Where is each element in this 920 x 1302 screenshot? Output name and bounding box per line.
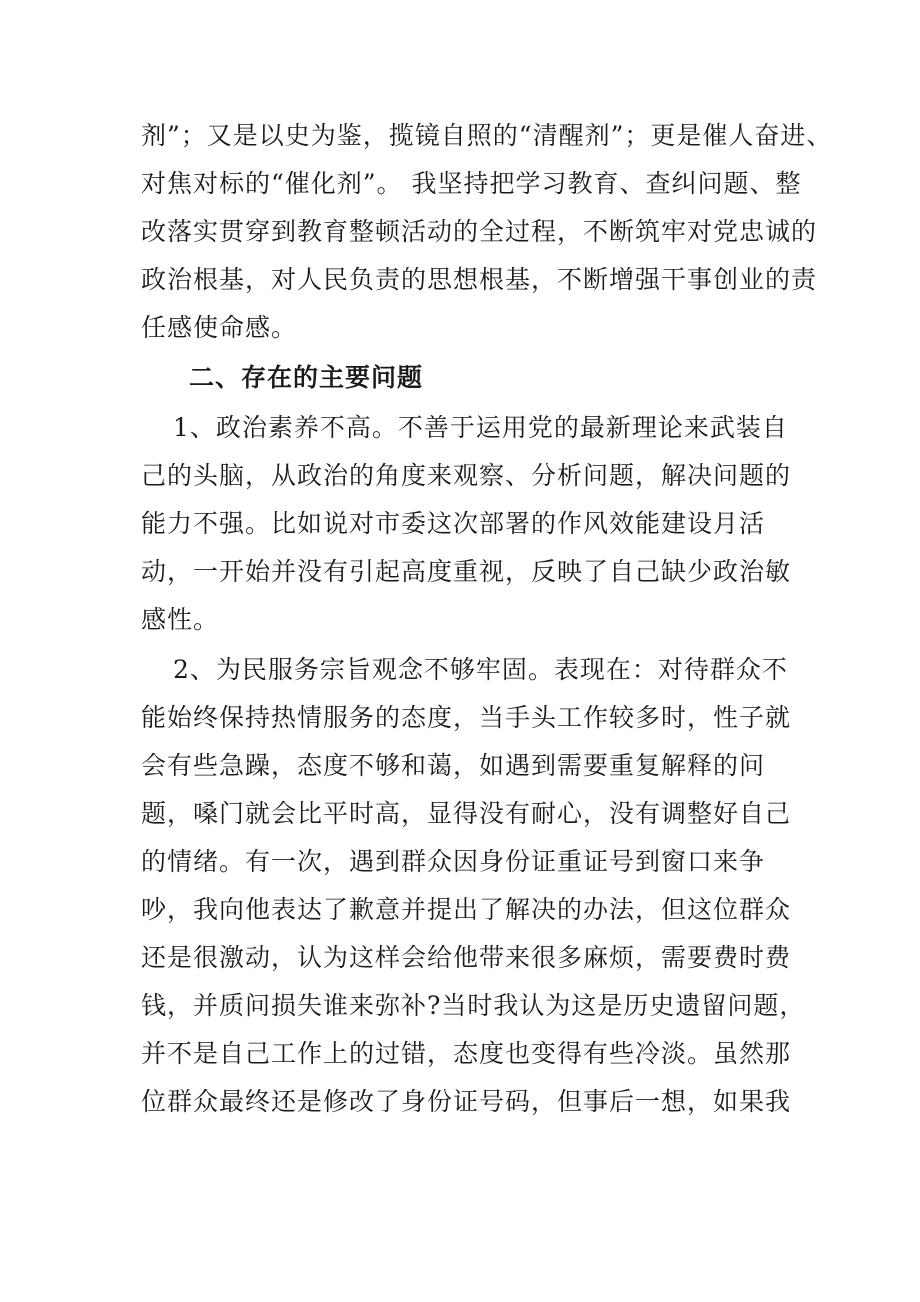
paragraph-line: 任感使命感。 <box>141 313 298 342</box>
paragraph-line: 1、政治素养不高。不善于运用党的最新理论来武装自 <box>173 413 788 442</box>
paragraph-line: 吵，我向他表达了歉意并提出了解决的办法，但这位群众 <box>141 895 792 924</box>
paragraph-line: 的情绪。有一次，遇到群众因身份证重证号到窗口来争 <box>141 847 766 876</box>
paragraph-line: 位群众最终还是修改了身份证号码，但事后一想，如果我 <box>141 1087 792 1116</box>
paragraph-line: 剂”；又是以史为鉴，揽镜自照的“清醒剂”；更是催人奋进、 <box>141 121 833 150</box>
paragraph-line: 还是很激动，认为这样会给他带来很多麻烦，需要费时费 <box>141 943 792 972</box>
paragraph-line: 政治根基，对人民负责的思想根基，不断增强干事创业的责 <box>141 265 818 294</box>
paragraph-line: 会有些急躁，态度不够和蔼，如遇到需要重复解释的问 <box>141 751 766 780</box>
paragraph-line: 己的头脑，从政治的角度来观察、分析问题，解决问题的 <box>141 461 792 490</box>
paragraph-line: 题，嗓门就会比平时高，显得没有耐心，没有调整好自己 <box>141 799 792 828</box>
paragraph-line: 动，一开始并没有引起高度重视，反映了自己缺少政治敏 <box>141 557 792 586</box>
paragraph-line: 能始终保持热情服务的态度，当手头工作较多时，性子就 <box>141 703 792 732</box>
paragraph-line: 能力不强。比如说对市委这次部署的作风效能建设月活 <box>141 509 766 538</box>
paragraph-line: 对焦对标的“催化剂”。 我坚持把学习教育、查纠问题、整 <box>141 169 802 198</box>
section-heading: 二、存在的主要问题 <box>189 363 424 392</box>
paragraph-line: 并不是自己工作上的过错，态度也变得有些冷淡。虽然那 <box>141 1039 792 1068</box>
paragraph-line: 钱，并质问损失谁来弥补?当时我认为这是历史遗留问题， <box>141 991 806 1020</box>
paragraph-line: 2、为民服务宗旨观念不够牢固。表现在：对待群众不 <box>173 655 788 684</box>
paragraph-line: 改落实贯穿到教育整顿活动的全过程，不断筑牢对党忠诚的 <box>141 217 818 246</box>
paragraph-line: 感性。 <box>141 605 220 634</box>
